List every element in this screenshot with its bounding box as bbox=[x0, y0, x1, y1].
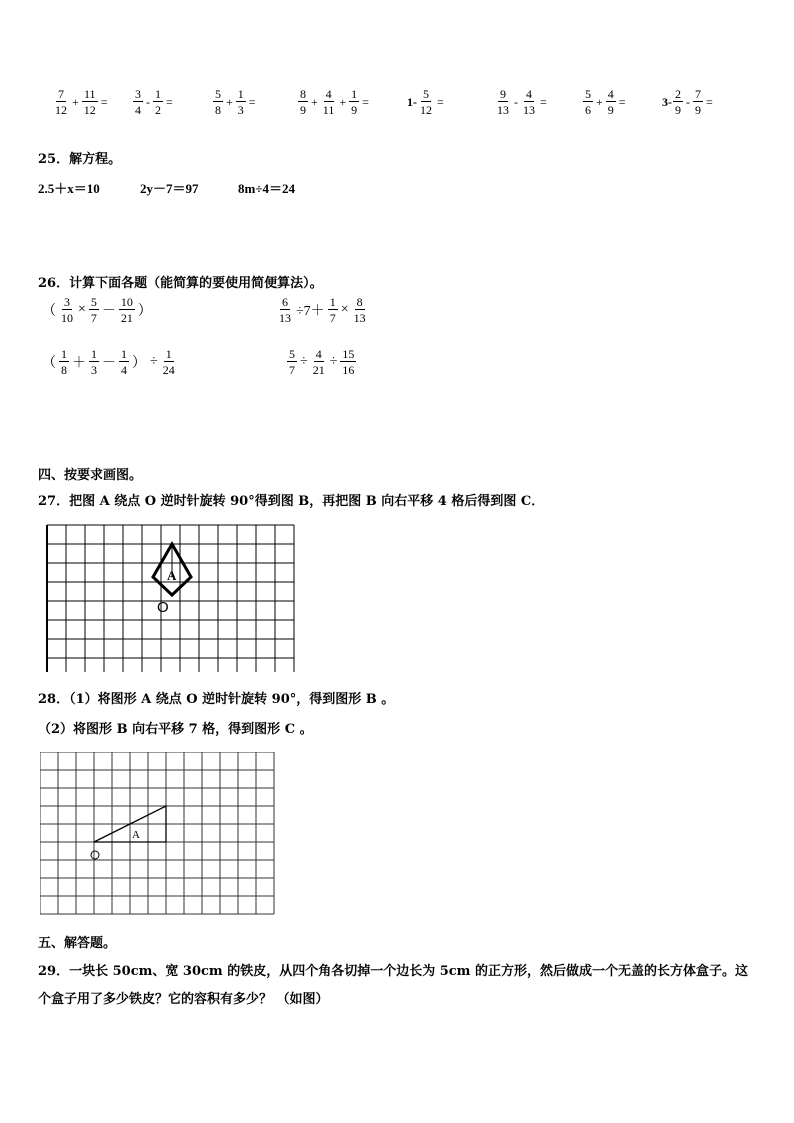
numerator: 11 bbox=[84, 87, 96, 101]
denominator: 10 bbox=[61, 311, 73, 325]
fraction-b bbox=[89, 296, 99, 324]
denominator: 9 bbox=[351, 103, 358, 117]
fraction-a bbox=[59, 296, 75, 324]
q25-equation-2: 2y－7＝97 bbox=[140, 181, 199, 196]
q26-expression-1 bbox=[40, 296, 154, 324]
fraction-b bbox=[693, 88, 703, 116]
numerator: 1 bbox=[351, 87, 358, 101]
fraction-c bbox=[119, 348, 129, 376]
prefix: 3- bbox=[662, 94, 672, 109]
q28-shape-label: A bbox=[132, 829, 140, 841]
numerator: 4 bbox=[325, 87, 332, 101]
denominator: 4 bbox=[135, 103, 141, 117]
fraction-a bbox=[213, 88, 223, 116]
numerator: 15 bbox=[342, 347, 355, 361]
numerator: 5 bbox=[585, 87, 591, 101]
numerator: 1 bbox=[91, 347, 97, 361]
numerator: 7 bbox=[695, 87, 701, 101]
parenthesis: （ bbox=[42, 304, 56, 319]
calc-item-4 bbox=[297, 88, 371, 116]
fraction-c bbox=[340, 348, 356, 376]
calc-item-3 bbox=[212, 88, 258, 116]
denominator: 9 bbox=[695, 103, 701, 117]
operator: － bbox=[101, 304, 116, 319]
fraction-b bbox=[311, 348, 327, 376]
denominator: 4 bbox=[121, 363, 127, 377]
numerator: 10 bbox=[120, 295, 133, 309]
numerator: 1 bbox=[155, 87, 161, 101]
fraction-a bbox=[287, 348, 297, 376]
operator: ÷ bbox=[329, 354, 338, 369]
fraction-d bbox=[161, 348, 177, 376]
calc-item-6 bbox=[494, 88, 549, 116]
denominator: 6 bbox=[585, 103, 591, 117]
calc-item-2 bbox=[132, 88, 175, 116]
denominator: 16 bbox=[342, 363, 355, 377]
q28-line-1: 28．（1）将图形 A 绕点 O 逆时针旋转 90°，得到图形 B 。 bbox=[38, 692, 395, 707]
fraction-a bbox=[673, 88, 683, 116]
calc-item-7 bbox=[582, 88, 628, 116]
q28-point-o bbox=[91, 851, 99, 859]
denominator: 8 bbox=[215, 103, 221, 117]
fraction-a bbox=[298, 88, 308, 116]
denominator: 11 bbox=[322, 103, 335, 117]
equals-sign: = bbox=[540, 94, 547, 109]
fraction-a bbox=[53, 88, 69, 116]
prefix: 1- bbox=[407, 94, 417, 109]
denominator: 13 bbox=[523, 103, 535, 117]
denominator: 9 bbox=[300, 103, 306, 117]
numerator: 1 bbox=[61, 347, 67, 361]
equals-sign: = bbox=[166, 94, 173, 109]
equals-sign: = bbox=[437, 94, 444, 109]
numerator: 1 bbox=[165, 347, 172, 361]
denominator: 12 bbox=[55, 103, 67, 117]
denominator: 9 bbox=[607, 103, 614, 117]
fraction-row bbox=[52, 88, 752, 128]
operator: + bbox=[339, 94, 347, 109]
denominator: 7 bbox=[289, 363, 295, 377]
fraction-a bbox=[418, 88, 434, 116]
numerator: 4 bbox=[607, 87, 614, 101]
fraction-b bbox=[321, 88, 337, 116]
numerator: 5 bbox=[90, 295, 97, 309]
operator: - bbox=[146, 94, 150, 109]
calc-item-8 bbox=[662, 88, 715, 116]
denominator: 7 bbox=[329, 311, 336, 325]
operator: ＋ bbox=[72, 356, 86, 371]
fraction-b bbox=[82, 88, 98, 116]
operator: ÷ bbox=[150, 354, 158, 369]
denominator: 13 bbox=[353, 311, 366, 325]
numerator: 1 bbox=[121, 347, 127, 361]
q26-expression-4 bbox=[286, 348, 357, 376]
numerator: 1 bbox=[237, 87, 244, 101]
q29-line-1: 29．一块长 50cm、宽 30cm 的铁皮，从四个角各切掉一个边长为 5cm 的正方形，然后做成一个无盖的长方体盒子。这 bbox=[38, 964, 748, 979]
denominator: 21 bbox=[120, 311, 133, 325]
parenthesis: ） bbox=[137, 304, 152, 319]
numerator: 8 bbox=[356, 295, 363, 309]
operator: - bbox=[514, 94, 518, 109]
equals-sign: = bbox=[100, 94, 108, 109]
fraction-c bbox=[119, 296, 135, 324]
fraction-a bbox=[59, 348, 69, 376]
fraction-a bbox=[495, 88, 511, 116]
operator: × bbox=[78, 302, 86, 317]
denominator: 9 bbox=[675, 103, 681, 117]
q28-grid bbox=[40, 752, 276, 918]
fraction-a bbox=[583, 88, 593, 116]
denominator: 3 bbox=[91, 363, 97, 377]
parenthesis: （ bbox=[42, 356, 56, 371]
operator: + bbox=[226, 94, 233, 109]
q25-equation-3: 8m÷4＝24 bbox=[238, 181, 295, 196]
equals-sign: = bbox=[618, 94, 626, 109]
numerator: 3 bbox=[64, 295, 70, 309]
numerator: 2 bbox=[675, 87, 681, 101]
q26-expression-2 bbox=[276, 296, 369, 324]
operator: ÷ bbox=[300, 354, 308, 369]
q27-shape-label: A bbox=[167, 568, 177, 583]
fraction-a bbox=[133, 88, 143, 116]
fraction-c bbox=[349, 88, 359, 116]
denominator: 13 bbox=[279, 311, 291, 325]
fraction-c bbox=[352, 296, 368, 324]
denominator: 12 bbox=[83, 103, 96, 117]
denominator: 2 bbox=[155, 103, 161, 117]
numerator: 3 bbox=[135, 87, 141, 101]
denominator: 7 bbox=[90, 311, 97, 325]
numerator: 5 bbox=[289, 347, 295, 361]
fraction-a bbox=[277, 296, 293, 324]
denominator: 13 bbox=[497, 103, 509, 117]
operator: + bbox=[72, 94, 79, 109]
fraction-b bbox=[521, 88, 537, 116]
operator: + bbox=[311, 94, 318, 109]
numerator: 4 bbox=[315, 347, 322, 361]
section-4-title: 四、按要求画图。 bbox=[38, 468, 143, 483]
numerator: 5 bbox=[215, 87, 221, 101]
q29-line-2: 个盒子用了多少铁皮？它的容积有多少？ （如图） bbox=[38, 992, 329, 1007]
q25-title: 25．解方程。 bbox=[38, 152, 122, 167]
equals-sign: = bbox=[706, 94, 713, 109]
fraction-b bbox=[606, 88, 616, 116]
operator: － bbox=[102, 356, 116, 371]
operator: - bbox=[686, 94, 690, 109]
numerator: 6 bbox=[282, 295, 288, 309]
numerator: 7 bbox=[58, 87, 64, 101]
numerator: 9 bbox=[500, 87, 506, 101]
q27-grid bbox=[45, 522, 301, 672]
fraction-b bbox=[236, 88, 246, 116]
equals-sign: = bbox=[362, 94, 369, 109]
fraction-b bbox=[153, 88, 163, 116]
numerator: 5 bbox=[423, 87, 429, 101]
q28-line-2: （2）将图形 B 向右平移 7 格，得到图形 C 。 bbox=[38, 722, 313, 737]
fraction-b bbox=[328, 296, 338, 324]
q26-expression-3 bbox=[40, 348, 178, 376]
q26-title: 26．计算下面各题（能简算的要使用简便算法）。 bbox=[38, 276, 323, 291]
equals-sign: = bbox=[248, 94, 256, 109]
operator: × bbox=[340, 302, 349, 317]
calc-item-5 bbox=[407, 88, 446, 116]
numerator: 8 bbox=[300, 87, 306, 101]
q27-point-label: O bbox=[157, 599, 169, 616]
section-5-title: 五、解答题。 bbox=[38, 936, 117, 951]
operator: + bbox=[596, 94, 603, 109]
numerator: 4 bbox=[526, 87, 532, 101]
denominator: 21 bbox=[312, 363, 325, 377]
calc-item-1 bbox=[52, 88, 110, 116]
numerator: 1 bbox=[329, 295, 336, 309]
denominator: 24 bbox=[162, 363, 175, 377]
denominator: 12 bbox=[420, 103, 432, 117]
q27-title: 27．把图 A 绕点 O 逆时针旋转 90°得到图 B，再把图 B 向右平移 4 格后得到图 C． bbox=[38, 494, 545, 509]
parenthesis: ） bbox=[132, 356, 146, 371]
fraction-b bbox=[89, 348, 99, 376]
operator: ÷7＋ bbox=[296, 304, 325, 319]
q25-equation-1: 2.5＋x＝10 bbox=[38, 181, 100, 196]
denominator: 3 bbox=[237, 103, 244, 117]
denominator: 8 bbox=[61, 363, 67, 377]
